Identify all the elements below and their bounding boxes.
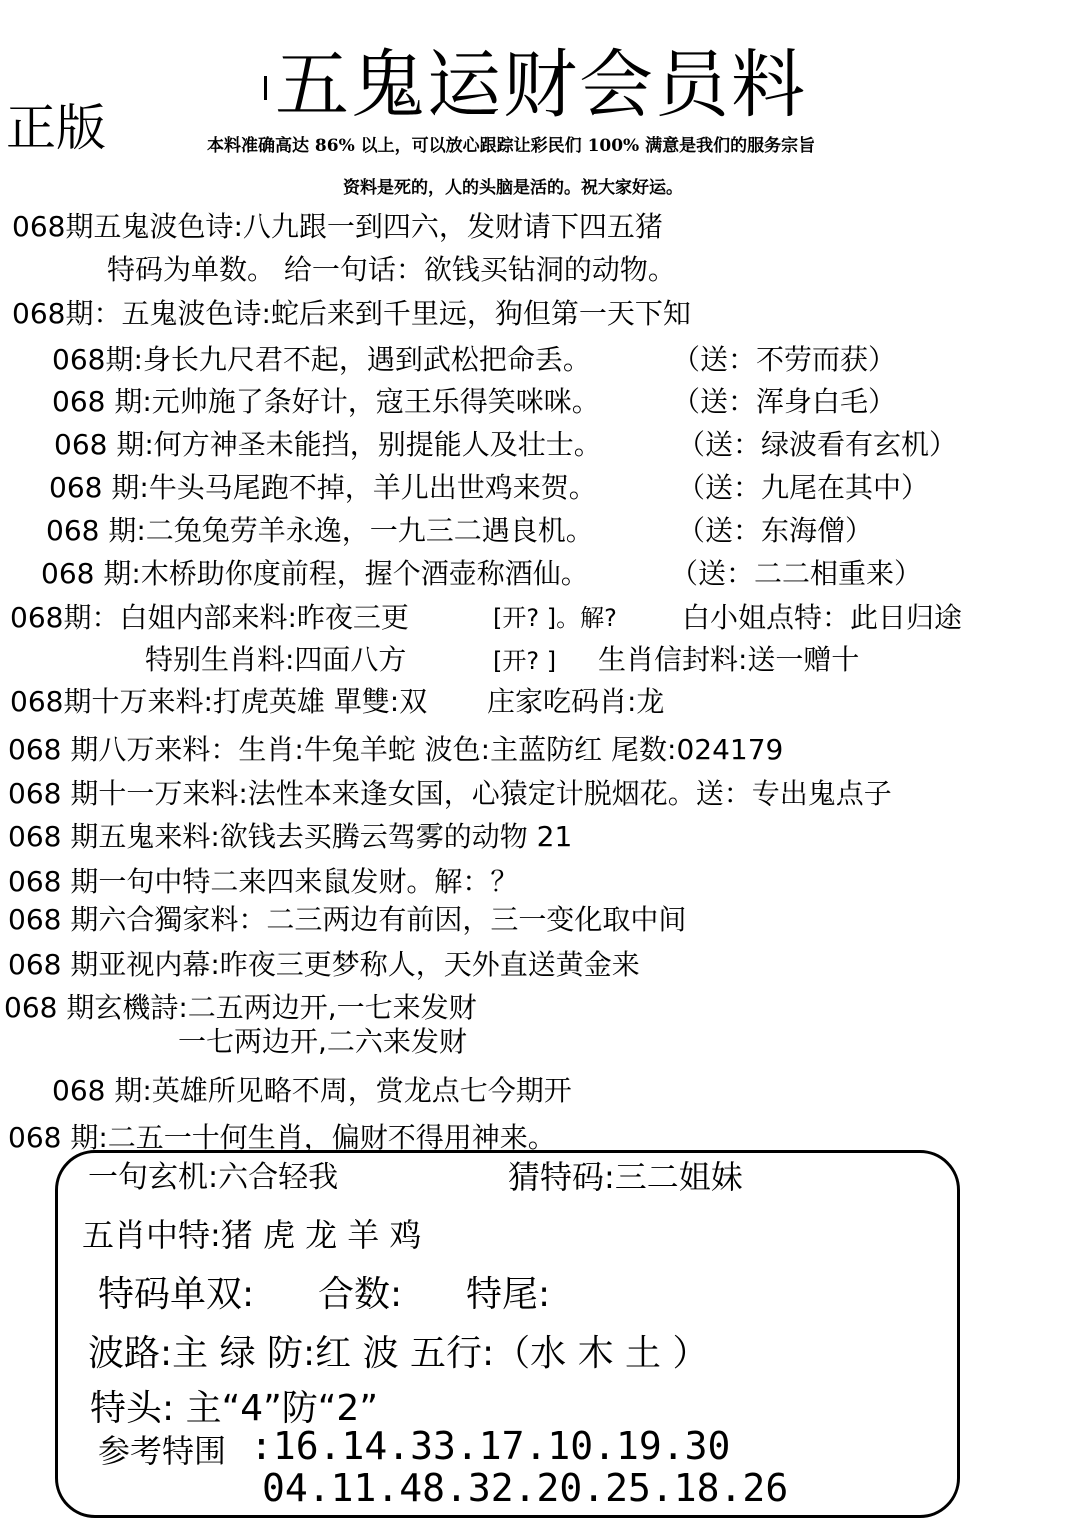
line-4-text: 068期:身长九尺君不起，遇到武松把命丢。 (52, 343, 591, 376)
line-9-text: 068 期:木桥助你度前程，握个酒壶称酒仙。 (41, 557, 589, 590)
line-12-text: 068期十万来料:打虎英雄 單雙:双 (10, 685, 428, 718)
line-3: 068期：五鬼波色诗:蛇后来到千里远，狗但第一天下知 (12, 297, 691, 330)
line-7-gift: （送：九尾在其中） (677, 471, 930, 504)
line-7-text: 068 期:牛头马尾跑不掉，羊儿出世鸡来贺。 (49, 471, 597, 504)
xuanji-line: 一句玄机:六合轻我 (88, 1160, 339, 1195)
sum-digit: 合数: (318, 1274, 403, 1315)
odd-even: 特码单双: (98, 1274, 255, 1315)
line-10-text: 068期：白姐内部来料:昨夜三更 (10, 601, 409, 634)
line-1: 068期五鬼波色诗:八九跟一到四六，发财请下四五猪 (12, 210, 663, 243)
line-13: 068 期八万来料：生肖:牛兔羊蛇 波色:主蓝防红 尾数:024179 (8, 733, 784, 766)
line-15: 068 期五鬼来料:欲钱去买腾云驾雾的动物 21 (8, 820, 573, 853)
line-6-gift: （送：绿波看有玄机） (677, 428, 958, 461)
line-10-open: [开? ]。解? (493, 604, 617, 632)
tagline-1: 本料准确高达 86% 以上，可以放心跟踪让彩民们 100% 满意是我们的服务宗旨 (207, 136, 816, 156)
line-16: 068 期一句中特二来四来鼠发财。解：？ (8, 865, 519, 898)
line-8-text: 068 期:二兔兔劳羊永逸，一九三二遇良机。 (46, 514, 594, 547)
ref-numbers-1: :16.14.33.17.10.19.30 (250, 1424, 731, 1468)
five-zodiac: 五肖中特:猪 虎 龙 羊 鸡 (82, 1216, 422, 1254)
line-5-text: 068 期:元帅施了条好计，寇王乐得笑咪咪。 (52, 385, 600, 418)
ref-numbers-2: 04.11.48.32.20.25.18.26 (262, 1466, 789, 1510)
line-11-open: [开? ] (493, 647, 557, 675)
line-5-gift: （送：浑身白毛） (672, 385, 897, 418)
line-19-cont: 一七两边开,二六来发财 (178, 1025, 467, 1058)
line-14: 068 期十一万来料:法性本来逢女国，心猿定计脱烟花。送：专出鬼点子 (8, 777, 892, 810)
line-9-gift: （送：二二相重来） (670, 557, 923, 590)
line-20: 068 期:英雄所见略不周，赏龙点七今期开 (52, 1074, 572, 1107)
line-21: 068 期:二五一十何生肖，偏财不得用神来。 (8, 1121, 556, 1154)
ref-label: 参考特围 (98, 1432, 227, 1470)
authentic-badge: 正版 (6, 99, 106, 157)
line-2: 特码为单数。 给一句话：欲钱买钻洞的动物。 (107, 253, 676, 286)
line-12-tip: 庄家吃码肖:龙 (487, 685, 665, 718)
line-11-tip: 生肖信封料:送一赠十 (598, 643, 860, 676)
line-19: 068 期玄機詩:二五两边开,一七来发财 (4, 991, 477, 1024)
line-10-tip: 白小姐点特：此日归途 (682, 601, 963, 634)
head-digit: 特头: 主“4”防“2” (90, 1388, 378, 1429)
guess-code: 猜特码:三二姐妹 (508, 1158, 743, 1196)
line-4-gift: （送：不劳而获） (672, 343, 897, 376)
page-title: 五鬼运财会员料 (275, 42, 807, 128)
line-18: 068 期亚视内幕:昨夜三更梦称人，天外直送黄金来 (8, 948, 640, 981)
line-6-text: 068 期:何方神圣未能挡，别提能人及壮士。 (54, 428, 602, 461)
tail-digit: 特尾: (466, 1274, 551, 1315)
wave-line: 波路:主 绿 防:红 波 五行:（水 木 土 ） (88, 1333, 709, 1374)
title-bar (264, 76, 267, 100)
line-17: 068 期六合獨家料：二三两边有前因，三一变化取中间 (8, 903, 687, 936)
tagline-2: 资料是死的，人的头脑是活的。祝大家好运。 (343, 178, 683, 198)
line-11-text: 特别生肖料:四面八方 (145, 643, 407, 676)
line-8-gift: （送：东海僧） (677, 514, 874, 547)
